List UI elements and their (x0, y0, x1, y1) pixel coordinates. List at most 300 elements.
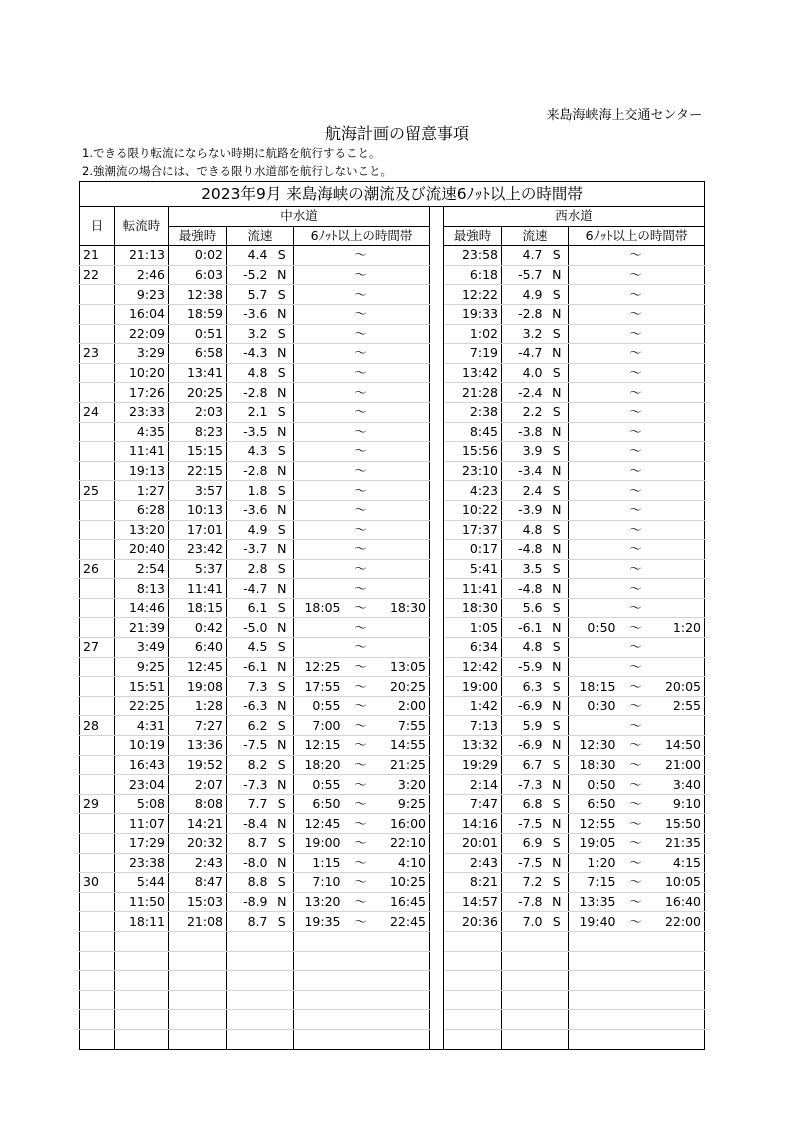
nishi-max-time-cell: 4:23 (444, 481, 502, 501)
naka-window-end-cell (378, 383, 430, 403)
nishi-window-start-cell: 12:55 (569, 814, 619, 834)
naka-direction-cell: S (271, 246, 294, 266)
naka-max-time-cell: 12:38 (169, 285, 227, 305)
nishi-window-start-cell (569, 324, 619, 344)
naka-direction-cell: S (271, 873, 294, 893)
naka-window-end-cell: 21:25 (378, 755, 430, 775)
column-gap (430, 324, 444, 344)
table-row (80, 559, 705, 579)
naka-window-tilde: ～ (344, 755, 378, 775)
naka-window-tilde: ～ (344, 285, 378, 305)
naka-speed-cell: 2.8 (227, 559, 271, 579)
naka-max-time-cell: 19:52 (169, 755, 227, 775)
nishi-direction-cell: S (546, 363, 569, 383)
col-header-nishi-speed: 流速 (502, 226, 569, 246)
naka-max-time-cell (169, 951, 227, 971)
naka-window-start-cell: 12:45 (294, 814, 344, 834)
naka-window-end-cell: 7:55 (378, 716, 430, 736)
nishi-direction-cell: S (546, 442, 569, 462)
nishi-window-start-cell (569, 598, 619, 618)
naka-window-start-cell (294, 383, 344, 403)
nishi-max-time-cell: 7:13 (444, 716, 502, 736)
nishi-window-cell (569, 1029, 705, 1049)
nishi-window-tilde: ～ (619, 853, 653, 873)
nishi-window-tilde: ～ (619, 402, 653, 422)
turn-time-cell: 13:20 (115, 520, 169, 540)
naka-window-cell (294, 990, 430, 1010)
nishi-speed-cell: -7.5 (502, 853, 546, 873)
column-gap (430, 304, 444, 324)
naka-direction-cell: N (271, 461, 294, 481)
nishi-speed-cell: -7.3 (502, 775, 546, 795)
nishi-window-start-cell (569, 657, 619, 677)
naka-window-start-cell (294, 579, 344, 599)
naka-speed-cell: -5.2 (227, 265, 271, 285)
naka-window-end-cell: 10:25 (378, 873, 430, 893)
nishi-max-time-cell (444, 951, 502, 971)
naka-max-time-cell: 6:40 (169, 638, 227, 658)
turn-time-cell: 18:11 (115, 912, 169, 932)
note-1: 1.できる限り転流にならない時期に航路を航行すること。 (82, 146, 381, 160)
naka-speed-cell: -2.8 (227, 461, 271, 481)
naka-max-time-cell: 12:45 (169, 657, 227, 677)
column-gap (430, 794, 444, 814)
naka-max-time-cell: 0:51 (169, 324, 227, 344)
turn-time-cell: 5:08 (115, 794, 169, 814)
column-gap (430, 598, 444, 618)
naka-speed-cell: 8.7 (227, 912, 271, 932)
naka-window-end-cell: 22:10 (378, 834, 430, 854)
nishi-direction-cell: N (546, 736, 569, 756)
naka-direction-cell: N (271, 892, 294, 912)
nishi-direction-cell: S (546, 481, 569, 501)
naka-speed-cell: 8.7 (227, 834, 271, 854)
naka-speed-cell: 7.7 (227, 794, 271, 814)
naka-speed-cell: -3.5 (227, 422, 271, 442)
naka-window-tilde: ～ (344, 265, 378, 285)
nishi-max-time-cell: 2:14 (444, 775, 502, 795)
day-cell (80, 853, 115, 873)
nishi-window-end-cell (653, 520, 705, 540)
turn-time-cell: 22:25 (115, 696, 169, 716)
naka-speed-cell (227, 990, 271, 1010)
nishi-max-time-cell: 2:38 (444, 402, 502, 422)
day-cell (80, 912, 115, 932)
naka-speed-cell: 8.2 (227, 755, 271, 775)
turn-time-cell: 21:39 (115, 618, 169, 638)
column-gap (430, 912, 444, 932)
nishi-window-end-cell: 22:00 (653, 912, 705, 932)
naka-speed-cell: 4.8 (227, 363, 271, 383)
naka-direction-cell: S (271, 402, 294, 422)
naka-window-start-cell (294, 500, 344, 520)
nishi-window-end-cell: 2:55 (653, 696, 705, 716)
naka-max-time-cell: 14:21 (169, 814, 227, 834)
nishi-window-cell (569, 990, 705, 1010)
nishi-max-time-cell: 6:18 (444, 265, 502, 285)
nishi-direction-cell (546, 1010, 569, 1030)
nishi-speed-cell: 2.2 (502, 402, 546, 422)
naka-direction-cell: N (271, 618, 294, 638)
nishi-max-time-cell: 0:17 (444, 540, 502, 560)
naka-speed-cell (227, 971, 271, 991)
nishi-window-tilde: ～ (619, 265, 653, 285)
naka-window-end-cell (378, 520, 430, 540)
col-header-day: 日 (80, 207, 115, 246)
nishi-window-tilde: ～ (619, 716, 653, 736)
naka-max-time-cell: 19:08 (169, 677, 227, 697)
naka-window-end-cell (378, 540, 430, 560)
nishi-direction-cell (546, 951, 569, 971)
nishi-window-end-cell (653, 324, 705, 344)
nishi-max-time-cell: 2:43 (444, 853, 502, 873)
naka-speed-cell: -3.6 (227, 500, 271, 520)
column-gap (430, 814, 444, 834)
naka-window-start-cell (294, 344, 344, 364)
naka-window-start-cell (294, 481, 344, 501)
nishi-window-tilde: ～ (619, 540, 653, 560)
column-gap (430, 363, 444, 383)
nishi-direction-cell: N (546, 814, 569, 834)
naka-window-tilde: ～ (344, 246, 378, 266)
table-row (80, 265, 705, 285)
nishi-direction-cell: N (546, 265, 569, 285)
naka-window-tilde: ～ (344, 912, 378, 932)
turn-time-cell (115, 990, 169, 1010)
day-cell: 24 (80, 402, 115, 422)
naka-speed-cell (227, 1010, 271, 1030)
nishi-speed-cell: -7.5 (502, 814, 546, 834)
nishi-window-end-cell (653, 285, 705, 305)
nishi-speed-cell: 5.6 (502, 598, 546, 618)
naka-max-time-cell: 21:08 (169, 912, 227, 932)
nishi-max-time-cell: 10:22 (444, 500, 502, 520)
day-cell (80, 500, 115, 520)
col-header-naka-max-time: 最強時 (169, 226, 227, 246)
naka-max-time-cell: 20:32 (169, 834, 227, 854)
day-cell (80, 442, 115, 462)
column-gap (430, 892, 444, 912)
naka-window-end-cell (378, 265, 430, 285)
empty-row (80, 1010, 705, 1030)
naka-max-time-cell: 8:47 (169, 873, 227, 893)
naka-direction-cell (271, 1029, 294, 1049)
nishi-window-tilde: ～ (619, 618, 653, 638)
nishi-speed-cell: -3.9 (502, 500, 546, 520)
turn-time-cell: 17:26 (115, 383, 169, 403)
turn-time-cell: 23:38 (115, 853, 169, 873)
nishi-speed-cell (502, 990, 546, 1010)
nishi-speed-cell: -6.9 (502, 736, 546, 756)
column-gap (430, 1029, 444, 1049)
naka-max-time-cell: 11:41 (169, 579, 227, 599)
nishi-window-end-cell (653, 559, 705, 579)
naka-window-tilde: ～ (344, 853, 378, 873)
nishi-speed-cell: -7.8 (502, 892, 546, 912)
naka-window-tilde: ～ (344, 814, 378, 834)
naka-speed-cell: -4.7 (227, 579, 271, 599)
table-row (80, 598, 705, 618)
naka-direction-cell: S (271, 363, 294, 383)
column-gap (430, 873, 444, 893)
naka-window-cell (294, 971, 430, 991)
column-gap (430, 559, 444, 579)
naka-window-tilde: ～ (344, 618, 378, 638)
nishi-window-start-cell (569, 246, 619, 266)
nishi-window-end-cell (653, 246, 705, 266)
nishi-speed-cell: -6.1 (502, 618, 546, 638)
naka-speed-cell: 4.3 (227, 442, 271, 462)
naka-max-time-cell: 7:27 (169, 716, 227, 736)
nishi-max-time-cell (444, 1010, 502, 1030)
naka-max-time-cell: 13:36 (169, 736, 227, 756)
naka-speed-cell: 4.4 (227, 246, 271, 266)
naka-window-end-cell: 9:25 (378, 794, 430, 814)
naka-window-end-cell (378, 461, 430, 481)
column-gap (430, 834, 444, 854)
nishi-direction-cell: N (546, 540, 569, 560)
naka-window-tilde: ～ (344, 402, 378, 422)
nishi-window-tilde: ～ (619, 598, 653, 618)
nishi-window-end-cell (653, 540, 705, 560)
naka-max-time-cell (169, 1029, 227, 1049)
table-body (80, 246, 705, 1049)
nishi-speed-cell (502, 1010, 546, 1030)
naka-window-start-cell: 12:15 (294, 736, 344, 756)
column-gap (430, 481, 444, 501)
naka-direction-cell (271, 990, 294, 1010)
day-cell (80, 1010, 115, 1030)
nishi-window-start-cell (569, 579, 619, 599)
naka-direction-cell: S (271, 912, 294, 932)
day-cell (80, 363, 115, 383)
nishi-speed-cell: -4.8 (502, 579, 546, 599)
naka-window-start-cell (294, 422, 344, 442)
day-cell: 21 (80, 246, 115, 266)
column-gap (430, 285, 444, 305)
naka-window-end-cell (378, 638, 430, 658)
naka-window-tilde: ～ (344, 873, 378, 893)
nishi-direction-cell: N (546, 579, 569, 599)
nishi-window-start-cell: 13:35 (569, 892, 619, 912)
naka-window-end-cell: 22:45 (378, 912, 430, 932)
naka-window-start-cell: 7:00 (294, 716, 344, 736)
naka-window-tilde: ～ (344, 775, 378, 795)
table-row (80, 285, 705, 305)
naka-window-end-cell (378, 559, 430, 579)
table-row (80, 755, 705, 775)
empty-row (80, 990, 705, 1010)
turn-time-cell: 20:40 (115, 540, 169, 560)
naka-window-start-cell (294, 246, 344, 266)
nishi-window-end-cell: 14:50 (653, 736, 705, 756)
naka-speed-cell: 8.8 (227, 873, 271, 893)
nishi-direction-cell: S (546, 402, 569, 422)
naka-window-start-cell: 17:55 (294, 677, 344, 697)
naka-max-time-cell: 20:25 (169, 383, 227, 403)
nishi-max-time-cell: 6:34 (444, 638, 502, 658)
naka-speed-cell: 4.5 (227, 638, 271, 658)
nishi-window-tilde: ～ (619, 912, 653, 932)
nishi-direction-cell: S (546, 677, 569, 697)
naka-window-tilde: ～ (344, 461, 378, 481)
day-cell: 25 (80, 481, 115, 501)
col-header-nishi-window: 6ﾉｯﾄ以上の時間帯 (569, 226, 705, 246)
naka-speed-cell: -3.6 (227, 304, 271, 324)
nishi-direction-cell: N (546, 853, 569, 873)
nishi-direction-cell: S (546, 873, 569, 893)
nishi-window-start-cell: 0:50 (569, 618, 619, 638)
nishi-direction-cell: N (546, 304, 569, 324)
turn-time-cell (115, 1029, 169, 1049)
column-gap (430, 971, 444, 991)
nishi-speed-cell: 6.9 (502, 834, 546, 854)
naka-max-time-cell: 6:03 (169, 265, 227, 285)
nishi-direction-cell (546, 1029, 569, 1049)
naka-window-start-cell (294, 442, 344, 462)
naka-window-start-cell (294, 265, 344, 285)
nishi-direction-cell: S (546, 559, 569, 579)
nishi-window-end-cell: 21:35 (653, 834, 705, 854)
naka-direction-cell: S (271, 794, 294, 814)
day-cell (80, 834, 115, 854)
nishi-direction-cell (546, 931, 569, 951)
table-row (80, 363, 705, 383)
group-header-naka-suido: 中水道 (169, 207, 430, 227)
column-gap (430, 402, 444, 422)
turn-time-cell: 2:54 (115, 559, 169, 579)
table-row (80, 481, 705, 501)
naka-window-end-cell (378, 422, 430, 442)
naka-window-end-cell: 2:00 (378, 696, 430, 716)
nishi-direction-cell: S (546, 755, 569, 775)
naka-window-tilde: ～ (344, 892, 378, 912)
nishi-window-end-cell (653, 383, 705, 403)
day-cell: 26 (80, 559, 115, 579)
nishi-speed-cell (502, 1029, 546, 1049)
turn-time-cell (115, 931, 169, 951)
naka-window-end-cell (378, 481, 430, 501)
day-cell (80, 892, 115, 912)
naka-window-start-cell (294, 540, 344, 560)
nishi-direction-cell: N (546, 344, 569, 364)
nishi-max-time-cell: 5:41 (444, 559, 502, 579)
nishi-direction-cell: S (546, 834, 569, 854)
nishi-window-start-cell (569, 422, 619, 442)
nishi-window-tilde: ～ (619, 324, 653, 344)
naka-window-start-cell (294, 559, 344, 579)
nishi-window-tilde: ～ (619, 461, 653, 481)
column-gap (430, 951, 444, 971)
nishi-window-tilde: ～ (619, 422, 653, 442)
nishi-window-tilde: ～ (619, 442, 653, 462)
table-row (80, 892, 705, 912)
day-cell: 28 (80, 716, 115, 736)
column-gap (430, 246, 444, 266)
nishi-speed-cell: 4.7 (502, 246, 546, 266)
day-cell (80, 422, 115, 442)
day-cell (80, 324, 115, 344)
nishi-direction-cell: S (546, 598, 569, 618)
naka-speed-cell: 5.7 (227, 285, 271, 305)
table-row (80, 912, 705, 932)
day-cell (80, 304, 115, 324)
nishi-window-tilde: ～ (619, 755, 653, 775)
nishi-max-time-cell (444, 971, 502, 991)
nishi-window-end-cell: 9:10 (653, 794, 705, 814)
naka-window-cell (294, 951, 430, 971)
nishi-speed-cell: -5.9 (502, 657, 546, 677)
naka-max-time-cell: 8:08 (169, 794, 227, 814)
nishi-window-tilde: ～ (619, 500, 653, 520)
nishi-max-time-cell: 1:42 (444, 696, 502, 716)
naka-window-start-cell: 7:10 (294, 873, 344, 893)
empty-row (80, 1029, 705, 1049)
nishi-max-time-cell: 19:33 (444, 304, 502, 324)
nishi-speed-cell (502, 951, 546, 971)
naka-direction-cell: S (271, 677, 294, 697)
naka-speed-cell: 6.2 (227, 716, 271, 736)
nishi-speed-cell: 3.5 (502, 559, 546, 579)
naka-window-end-cell (378, 579, 430, 599)
nishi-window-start-cell: 19:05 (569, 834, 619, 854)
nishi-speed-cell: 7.2 (502, 873, 546, 893)
naka-window-start-cell: 0:55 (294, 696, 344, 716)
naka-window-tilde: ～ (344, 540, 378, 560)
naka-max-time-cell: 3:57 (169, 481, 227, 501)
nishi-window-start-cell (569, 716, 619, 736)
naka-window-tilde: ～ (344, 638, 378, 658)
naka-window-tilde: ～ (344, 657, 378, 677)
day-cell (80, 990, 115, 1010)
note-2: 2.強潮流の場合には、できる限り水道部を航行しないこと。 (82, 164, 392, 178)
nishi-window-end-cell: 10:05 (653, 873, 705, 893)
nishi-window-tilde: ～ (619, 736, 653, 756)
naka-window-start-cell (294, 520, 344, 540)
nishi-window-cell (569, 971, 705, 991)
column-gap (430, 520, 444, 540)
day-cell: 22 (80, 265, 115, 285)
nishi-max-time-cell: 7:19 (444, 344, 502, 364)
nishi-window-cell (569, 951, 705, 971)
column-gap (430, 500, 444, 520)
nishi-speed-cell: -6.9 (502, 696, 546, 716)
naka-window-tilde: ～ (344, 481, 378, 501)
nishi-max-time-cell: 15:56 (444, 442, 502, 462)
naka-window-end-cell: 4:10 (378, 853, 430, 873)
naka-window-tilde: ～ (344, 579, 378, 599)
naka-window-end-cell (378, 285, 430, 305)
table-row (80, 442, 705, 462)
naka-speed-cell: 7.3 (227, 677, 271, 697)
nishi-window-start-cell (569, 481, 619, 501)
nishi-window-start-cell: 6:50 (569, 794, 619, 814)
nishi-window-start-cell (569, 344, 619, 364)
naka-direction-cell: S (271, 520, 294, 540)
naka-direction-cell: N (271, 265, 294, 285)
empty-row (80, 951, 705, 971)
naka-direction-cell: S (271, 442, 294, 462)
column-gap (430, 755, 444, 775)
nishi-window-start-cell (569, 638, 619, 658)
column-gap (430, 207, 444, 246)
nishi-speed-cell: -4.8 (502, 540, 546, 560)
naka-speed-cell: -8.0 (227, 853, 271, 873)
naka-speed-cell: -3.7 (227, 540, 271, 560)
nishi-window-tilde: ～ (619, 246, 653, 266)
day-cell (80, 951, 115, 971)
turn-time-cell: 23:33 (115, 402, 169, 422)
